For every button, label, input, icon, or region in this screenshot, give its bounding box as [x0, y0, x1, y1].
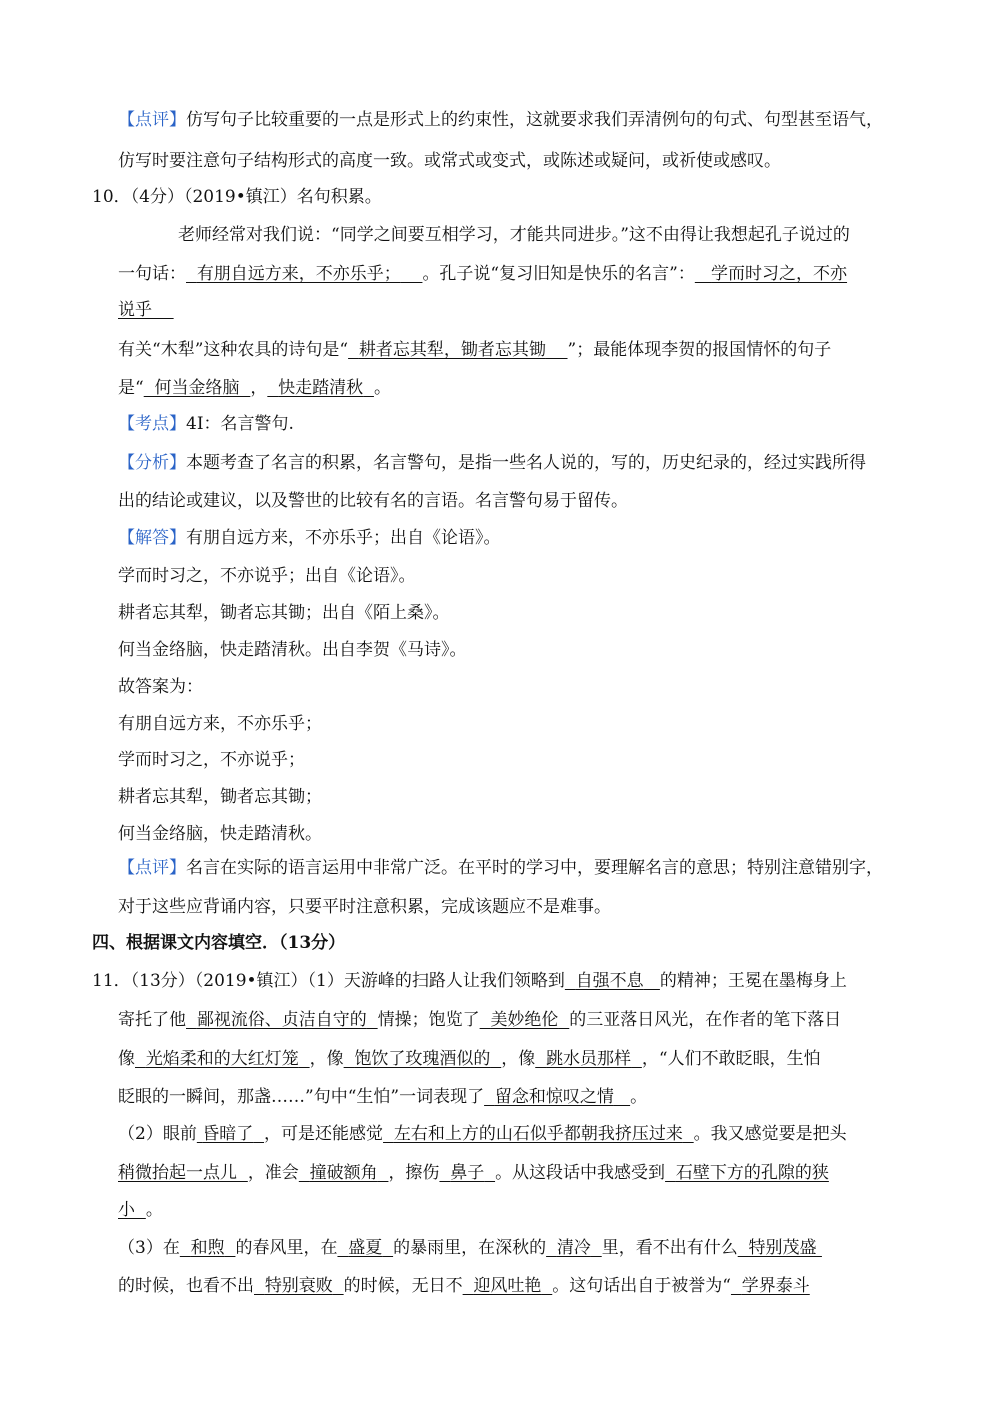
question-header-text: 10．（4分）（2019•镇江）名句积累。 [92, 187, 382, 207]
jieda-line [118, 639, 908, 661]
section-title [92, 932, 908, 954]
comment-line [118, 150, 908, 172]
question-10-header [92, 186, 908, 208]
answer-blank: 有朋自远方来，不亦乐乎； [196, 264, 401, 284]
q11-text: 寄托了他 [118, 1010, 186, 1030]
jieda-tag: 【解答】 [118, 528, 186, 548]
section-title-text: 四、根据课文内容填空．（13分） [92, 933, 346, 953]
q11-text: 眨眼的一瞬间，那盏……”句中“生怕”一词表现了 [118, 1087, 485, 1107]
kaodian-text: 4I：名言警句. [186, 414, 294, 434]
fenxi-line [118, 452, 908, 474]
jieda-text: 学而时习之，不亦说乎；出自《论语》。 [118, 566, 416, 586]
jieda-text: 耕者忘其犁，锄者忘其锄；出自《陌上桑》。 [118, 603, 450, 623]
final-answer: 耕者忘其犁，锄者忘其锄； [118, 787, 322, 807]
q11-text: 11．（13分）（2019•镇江）（1）天游峰的扫路人让我们领略到 [92, 971, 565, 991]
paragraph-line [118, 339, 908, 361]
q11-text: 的暴雨里，在深秋的 [393, 1238, 547, 1258]
jieda-line [118, 527, 908, 549]
paragraph-text: 有关“木犁”这种农具的诗句是“ [118, 340, 349, 360]
dianping-line [118, 896, 908, 918]
q11-text: （3）在 [118, 1238, 180, 1258]
answer-blank: 光焰柔和的大红灯笼 [145, 1049, 299, 1069]
final-answer: 有朋自远方来，不亦乐乎； [118, 714, 322, 734]
answer-blank: 小 [118, 1200, 135, 1220]
answer-blank: 饱饮了玫瑰酒似的 [354, 1049, 491, 1069]
answer-blank: 盛夏 [348, 1238, 383, 1258]
dianping-tag: 【点评】 [118, 858, 186, 878]
paragraph-text: 是“ [118, 378, 144, 398]
q11-text: 。从这段话中我感受到 [495, 1163, 666, 1183]
q11-line [118, 1123, 908, 1145]
q11-line [118, 1275, 908, 1297]
paragraph-text: 。孔子说“复习旧知是快乐的名言”： [422, 264, 695, 284]
answer-blank: 自强不息 [575, 971, 644, 991]
comment-text: 仿写句子比较重要的一点是形式上的约束性，这就要求我们弄清例句的句式、句型甚至语气， [186, 110, 883, 130]
q11-text: 。 [145, 1200, 163, 1220]
q11-line [118, 1237, 908, 1259]
final-answer: 学而时习之，不亦说乎； [118, 750, 305, 770]
answer-blank: 鼻子 [450, 1163, 485, 1183]
fenxi-text: 出的结论或建议，以及警世的比较有名的言语。名言警句易于留传。 [118, 491, 628, 511]
q11-text: 的三亚落日风光，在作者的笔下落日 [569, 1010, 842, 1030]
paragraph-line [118, 299, 908, 321]
paragraph-line [118, 377, 908, 399]
q11-line [118, 1199, 908, 1221]
answer-blank: 鄙视流俗、贞洁自守的 [196, 1010, 367, 1030]
q11-text: 的时候，无日不 [343, 1276, 463, 1296]
q11-line [118, 1162, 908, 1184]
answer-blank: 左右和上方的山石似乎都朝我挤压过来 [393, 1124, 683, 1144]
dianping-line [118, 857, 908, 879]
q11-line [118, 1009, 908, 1031]
q11-text: ，准会 [247, 1163, 299, 1183]
answer-label: 故答案为： [118, 677, 203, 697]
jieda-line [118, 565, 908, 587]
q11-text: ，“人们不敢眨眼，生怕 [641, 1049, 821, 1069]
final-answer-line [118, 749, 908, 771]
answer-blank: 昏暗了 [202, 1124, 254, 1144]
q11-text: 的时候，也看不出 [118, 1276, 254, 1296]
fenxi-tag: 【分析】 [118, 453, 186, 473]
kaodian-line [118, 413, 908, 435]
q11-text: ，擦伤 [388, 1163, 440, 1183]
q11-text: ，可是还能感觉 [264, 1124, 384, 1144]
comment-tag: 【点评】 [118, 110, 186, 130]
q11-text: 。我又感觉要是把头 [693, 1124, 847, 1144]
answer-blank: 快走踏清秋 [278, 378, 364, 398]
final-answer-line [118, 713, 908, 735]
answer-blank: 耕者忘其犁，锄者忘其锄 [358, 340, 546, 360]
answer-blank: 稍微抬起一点儿 [118, 1163, 237, 1183]
q11-line [118, 1086, 908, 1108]
answer-blank: 清冷 [556, 1238, 591, 1258]
q11-text: ，像 [309, 1049, 344, 1069]
answer-blank: 迎风吐艳 [473, 1276, 542, 1296]
fenxi-text: 本题考查了名言的积累，名言警句，是指一些名人说的，写的，历史纪录的，经过实践所得 [186, 453, 866, 473]
paragraph-text: 老师经常对我们说：“同学之间要互相学习，才能共同进步。”这不由得让我想起孔子说过的 [178, 225, 850, 245]
final-answer-line [118, 823, 908, 845]
q11-text: 里，看不出有什么 [601, 1238, 738, 1258]
answer-blank: 特别衰败 [264, 1276, 333, 1296]
answer-blank: 撞破额角 [309, 1163, 378, 1183]
kaodian-tag: 【考点】 [118, 414, 186, 434]
q11-line [118, 1048, 908, 1070]
answer-blank: 特别茂盛 [748, 1238, 817, 1258]
q11-text: 的精神；王冕在墨梅身上 [659, 971, 847, 991]
dianping-text: 对于这些应背诵内容，只要平时注意积累，完成该题应不是难事。 [118, 897, 611, 917]
jieda-text: 何当金络脑，快走踏清秋。出自李贺《马诗》。 [118, 640, 467, 660]
answer-blank: 学界泰斗 [741, 1276, 810, 1296]
q11-text: 像 [118, 1049, 135, 1069]
answer-blank: 学而时习之，不亦 [711, 264, 848, 284]
comment-line [118, 109, 908, 131]
answer-blank: 和煦 [190, 1238, 225, 1258]
paragraph-line [118, 263, 908, 285]
dianping-text: 名言在实际的语言运用中非常广泛。在平时的学习中，要理解名言的意思；特别注意错别字， [186, 858, 883, 878]
q11-line [92, 970, 908, 992]
paragraph-line [178, 224, 908, 246]
paragraph-text: ， [250, 378, 268, 398]
final-answer: 何当金络脑，快走踏清秋。 [118, 824, 322, 844]
answer-blank: 说乎 [118, 300, 152, 320]
final-answer-line [118, 786, 908, 808]
q11-text: 。 [630, 1087, 648, 1107]
comment-text: 仿写时要注意句子结构形式的高度一致。或常式或变式，或陈述或疑问，或祈使或感叹。 [118, 151, 781, 171]
answer-label-line [118, 676, 908, 698]
answer-blank: 美妙绝伦 [490, 1010, 559, 1030]
q11-text: 的春风里，在 [235, 1238, 338, 1258]
answer-blank: 留念和惊叹之情 [494, 1087, 614, 1107]
q11-text: 情操；饱览了 [377, 1010, 480, 1030]
jieda-text: 有朋自远方来，不亦乐乎；出自《论语》。 [186, 528, 501, 548]
answer-blank: 跳水员那样 [546, 1049, 632, 1069]
paragraph-text: 。 [373, 378, 391, 398]
q11-text: ，像 [501, 1049, 536, 1069]
fenxi-line [118, 490, 908, 512]
answer-blank: 何当金络脑 [154, 378, 240, 398]
answer-blank: 石壁下方的孔隙的狭 [675, 1163, 829, 1183]
paragraph-text: 一句话： [118, 264, 186, 284]
jieda-line [118, 602, 908, 624]
q11-text: （2）眼前 [118, 1124, 197, 1144]
paragraph-text: ”；最能体现李贺的报国情怀的句子 [567, 340, 832, 360]
q11-text: 。这句话出自于被誉为“ [552, 1276, 731, 1296]
